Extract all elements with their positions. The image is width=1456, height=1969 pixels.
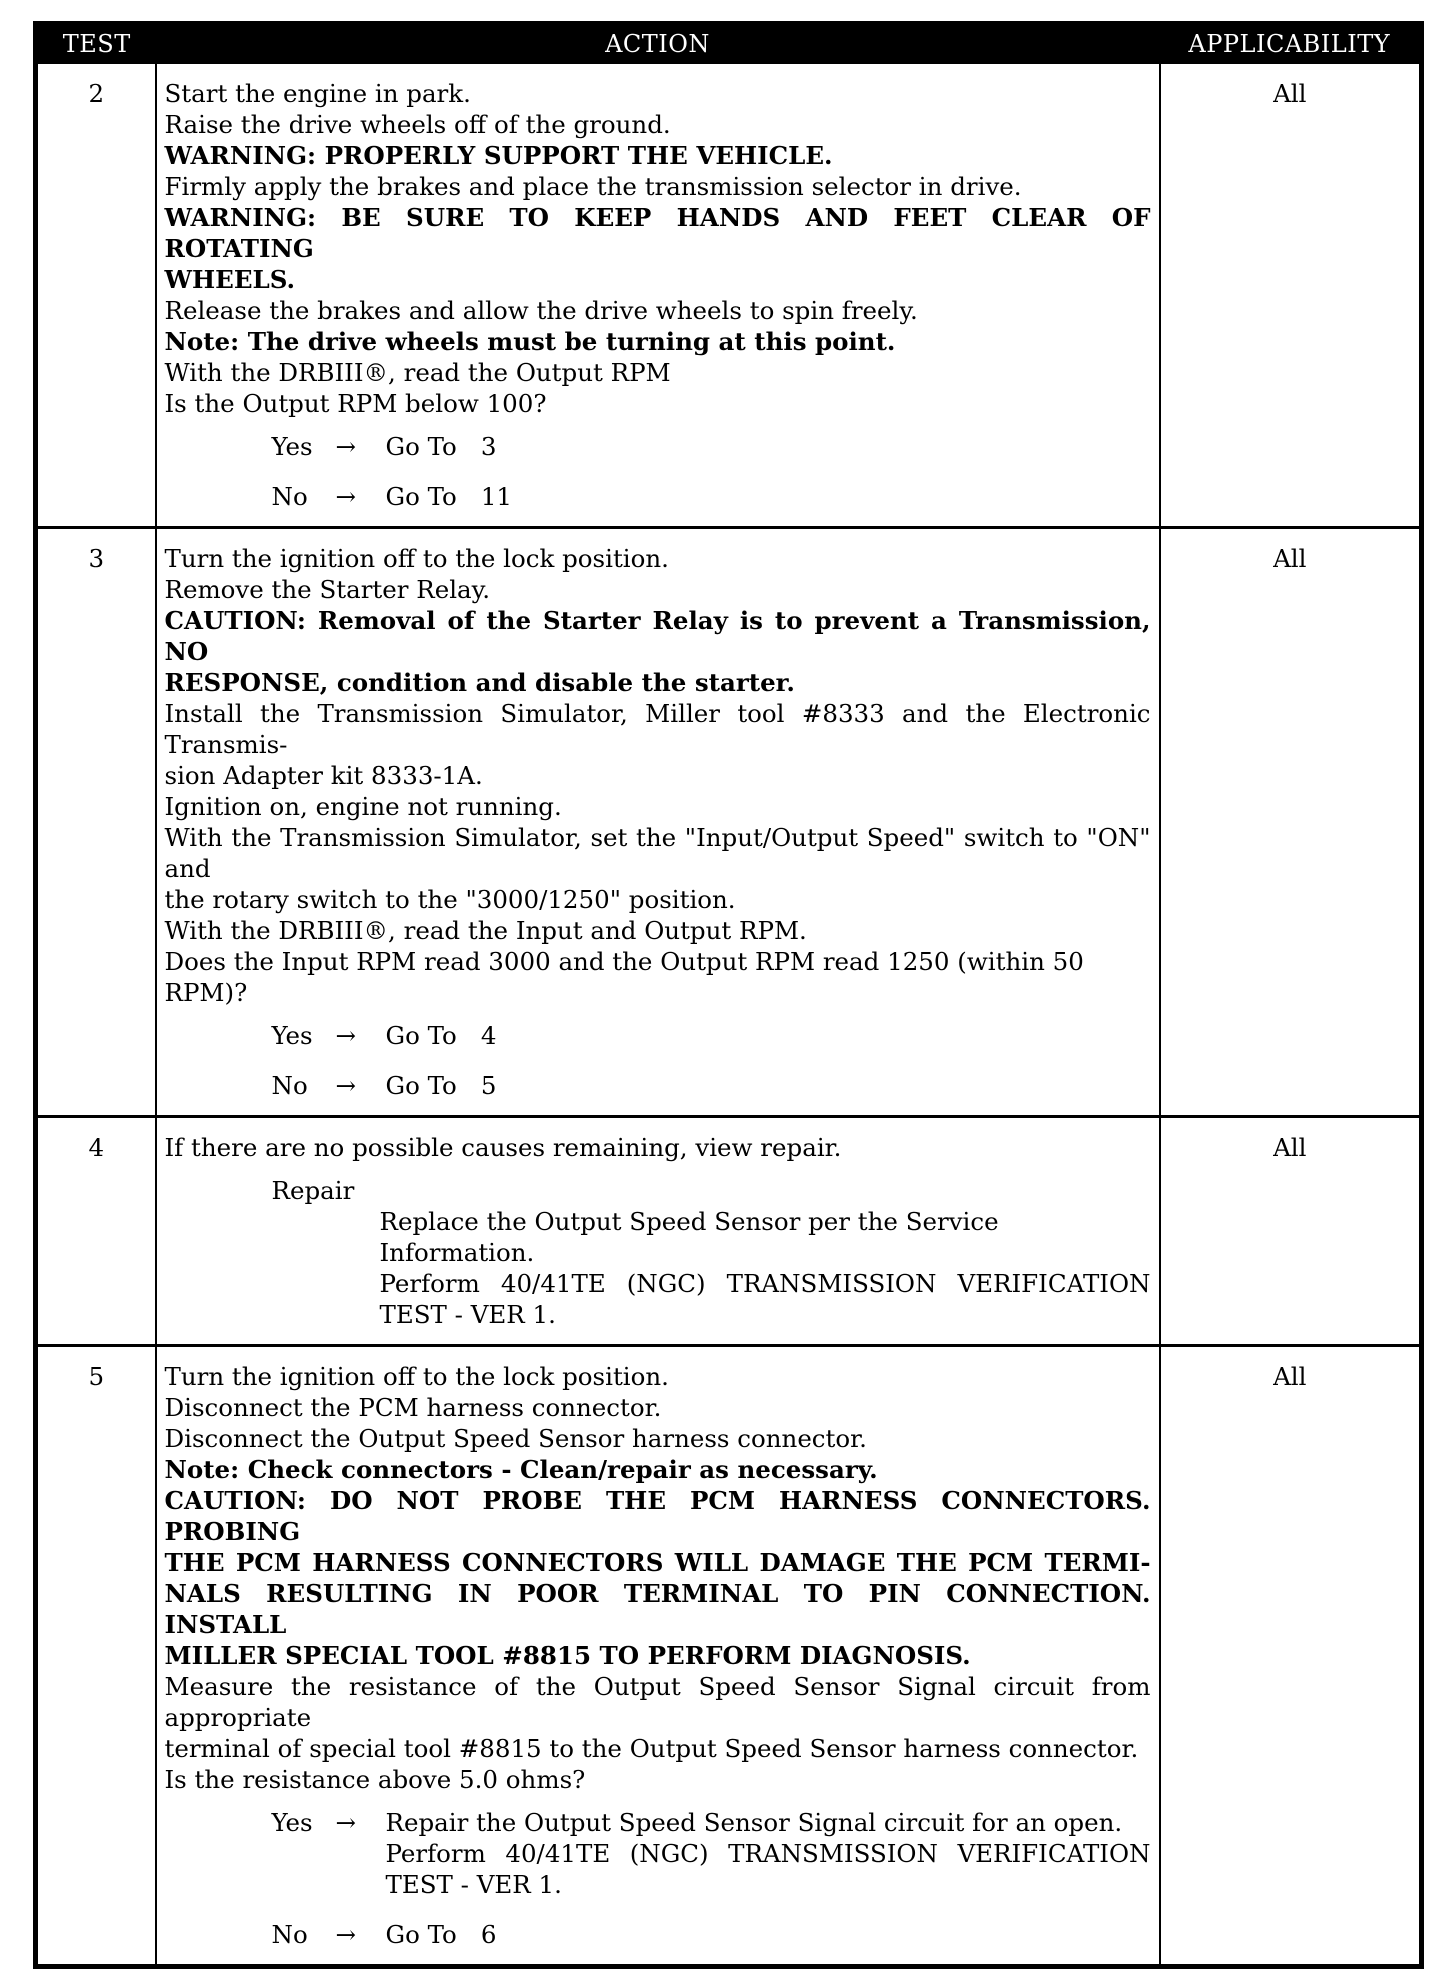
answer-label: No <box>271 1071 308 1100</box>
repair-line: TEST - VER 1. <box>385 1870 562 1899</box>
answer-label: No <box>271 482 308 511</box>
warning-line: WARNING: PROPERLY SUPPORT THE VEHICLE. <box>164 141 833 170</box>
repair-block <box>165 1175 1151 1330</box>
action-line: If there are no possible causes remaining, view repair. <box>164 1133 842 1162</box>
caution-line: CAUTION: Removal of the Starter Relay is to prevent a Transmission, NO <box>164 606 1151 666</box>
test-number: 2 <box>36 63 156 528</box>
action-line: Ignition on, engine not running. <box>164 792 562 821</box>
repair-line: TEST - VER 1. <box>379 1300 556 1329</box>
answer-no <box>165 1070 1151 1101</box>
action-line: Remove the Starter Relay. <box>164 575 491 604</box>
applicability-cell: All <box>1160 63 1422 528</box>
test-number: 4 <box>36 1117 156 1346</box>
action-line: Release the brakes and allow the drive wheels to spin freely. <box>164 296 918 325</box>
answer-label: Yes <box>271 432 313 461</box>
question-line: Does the Input RPM read 3000 and the Output RPM read 1250 (within 50 RPM)? <box>164 947 1084 1007</box>
answer-yes <box>165 1807 1151 1900</box>
caution-line: RESPONSE, condition and disable the starter. <box>164 668 795 697</box>
action-line: Turn the ignition off to the lock position. <box>164 544 669 573</box>
action-line: sion Adapter kit 8333-1A. <box>164 761 483 790</box>
note-line: Note: Check connectors - Clean/repair as necessary. <box>164 1455 878 1484</box>
action-line: Disconnect the PCM harness connector. <box>164 1393 662 1422</box>
goto-text: Go To <box>385 1071 457 1100</box>
applicability-cell: All <box>1160 1346 1422 1967</box>
action-line: Turn the ignition off to the lock position. <box>164 1362 669 1391</box>
question-line: Is the resistance above 5.0 ohms? <box>164 1765 586 1794</box>
right-arrow-icon: → <box>335 432 357 461</box>
table-header-row <box>36 24 1422 64</box>
right-arrow-icon: → <box>335 482 357 511</box>
warning-line: WHEELS. <box>164 265 296 294</box>
table-row <box>36 1117 1422 1346</box>
goto-text: Go To <box>385 482 457 511</box>
answer-yes <box>165 431 1151 462</box>
repair-line: Perform 40/41TE (NGC) TRANSMISSION VERIFICATION <box>379 1269 1151 1298</box>
goto-target: 6 <box>480 1920 497 1949</box>
action-line: terminal of special tool #8815 to the Output Speed Sensor harness connector. <box>164 1734 1139 1763</box>
answer-options <box>165 1020 1151 1101</box>
applicability-cell: All <box>1160 1117 1422 1346</box>
answer-label: No <box>271 1920 308 1949</box>
right-arrow-icon: → <box>335 1071 357 1100</box>
answer-label: Yes <box>271 1021 313 1050</box>
test-number: 5 <box>36 1346 156 1967</box>
action-cell <box>156 1346 1160 1967</box>
action-line: the rotary switch to the "3000/1250" position. <box>164 885 736 914</box>
answer-options <box>165 431 1151 512</box>
caution-line: THE PCM HARNESS CONNECTORS WILL DAMAGE THE PCM TERMI- <box>164 1548 1151 1577</box>
repair-line: Repair the Output Speed Sensor Signal circuit for an open. <box>385 1808 1123 1837</box>
action-line: With the DRBIII®, read the Input and Output RPM. <box>164 916 807 945</box>
table-row <box>36 528 1422 1117</box>
answer-no <box>165 1919 1151 1950</box>
applicability-cell: All <box>1160 528 1422 1117</box>
answer-yes <box>165 1020 1151 1051</box>
caution-line: NALS RESULTING IN POOR TERMINAL TO PIN CONNECTION. INSTALL <box>164 1579 1151 1639</box>
question-line: Is the Output RPM below 100? <box>164 389 547 418</box>
action-line: With the DRBIII®, read the Output RPM <box>164 358 671 387</box>
answer-no <box>165 481 1151 512</box>
right-arrow-icon: → <box>335 1808 357 1837</box>
repair-label: Repair <box>271 1176 355 1205</box>
warning-line: WARNING: BE SURE TO KEEP HANDS AND FEET CLEAR OF ROTATING <box>164 203 1151 263</box>
goto-text: Go To <box>385 1021 457 1050</box>
test-number: 3 <box>36 528 156 1117</box>
caution-line: CAUTION: DO NOT PROBE THE PCM HARNESS CONNECTORS. PROBING <box>164 1486 1151 1546</box>
header-test: TEST <box>36 24 156 64</box>
action-line: Start the engine in park. <box>164 79 471 108</box>
right-arrow-icon: → <box>335 1021 357 1050</box>
action-line: Disconnect the Output Speed Sensor harness connector. <box>164 1424 867 1453</box>
goto-text: Go To <box>385 1920 457 1949</box>
note-line: Note: The drive wheels must be turning at this point. <box>164 327 896 356</box>
header-applicability: APPLICABILITY <box>1160 24 1422 64</box>
action-line: Measure the resistance of the Output Speed Sensor Signal circuit from appropriate <box>164 1672 1151 1732</box>
action-line: With the Transmission Simulator, set the "Input/Output Speed" switch to "ON" and <box>164 823 1151 883</box>
goto-target: 3 <box>480 432 497 461</box>
action-cell <box>156 528 1160 1117</box>
goto-target: 11 <box>480 482 512 511</box>
action-line: Install the Transmission Simulator, Miller tool #8333 and the Electronic Transmis- <box>164 699 1151 759</box>
goto-text: Go To <box>385 432 457 461</box>
table-row <box>36 1346 1422 1967</box>
action-cell <box>156 1117 1160 1346</box>
repair-line: Replace the Output Speed Sensor per the Service Information. <box>379 1207 999 1267</box>
diagnostic-test-table <box>33 21 1424 1969</box>
goto-target: 4 <box>480 1021 497 1050</box>
action-line: Raise the drive wheels off of the ground. <box>164 110 671 139</box>
goto-target: 5 <box>480 1071 497 1100</box>
answer-options <box>165 1807 1151 1950</box>
repair-line: Perform 40/41TE (NGC) TRANSMISSION VERIFICATION <box>385 1839 1151 1868</box>
answer-label: Yes <box>271 1808 313 1837</box>
table-row <box>36 63 1422 528</box>
caution-line: MILLER SPECIAL TOOL #8815 TO PERFORM DIAGNOSIS. <box>164 1641 971 1670</box>
right-arrow-icon: → <box>335 1920 357 1949</box>
action-line: Firmly apply the brakes and place the transmission selector in drive. <box>164 172 1022 201</box>
header-action: ACTION <box>156 24 1160 64</box>
action-cell <box>156 63 1160 528</box>
